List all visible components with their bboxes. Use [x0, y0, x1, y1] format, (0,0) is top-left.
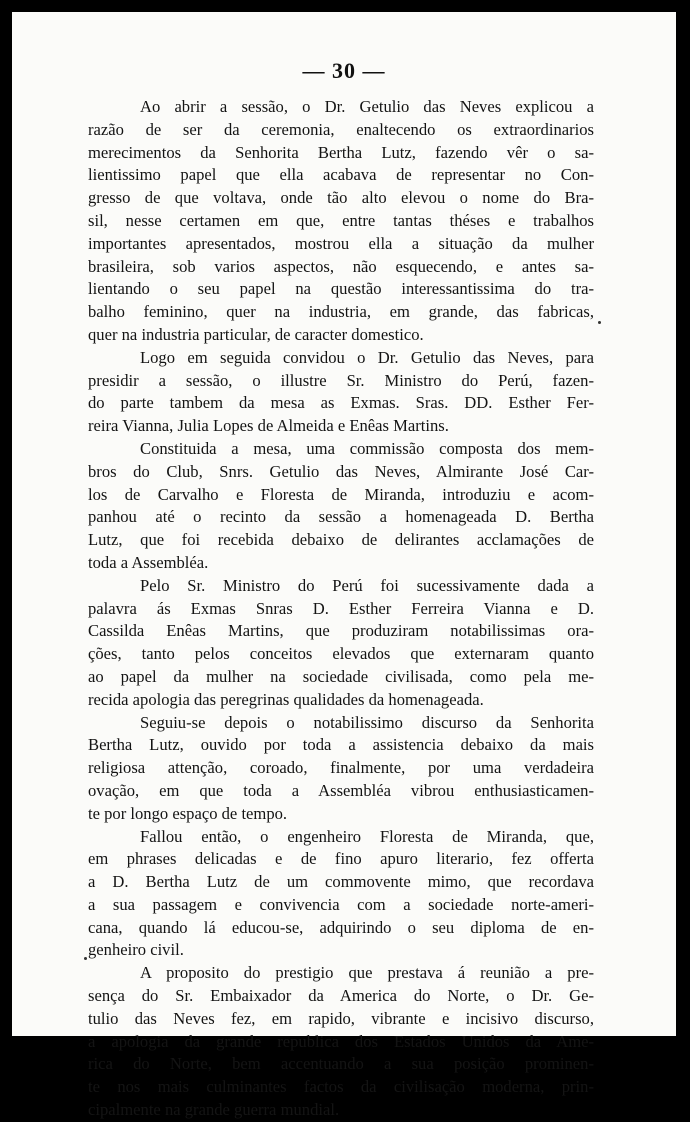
text-line: ao papel da mulher na sociedade civilisada, como pela me-: [88, 666, 594, 686]
text-line: religiosa attenção, coroado, finalmente, por uma verdadeira: [88, 758, 594, 778]
text-line: te por longo espaço de tempo.: [88, 803, 288, 823]
text-line: tulio das Neves fez, em rapido, vibrante e incisivo discurso,: [88, 1008, 594, 1028]
text-line: a apologia da grande republica dos Estados Unidos da Ame-: [88, 1031, 594, 1051]
text-line: merecimentos da Senhorita Bertha Lutz, fazendo vêr o sa-: [88, 142, 594, 162]
text-line: sença do Sr. Embaixador da America do Norte, o Dr. Ge-: [88, 986, 594, 1006]
paragraph: [88, 826, 594, 963]
text-line: Bertha Lutz, ouvido por toda a assistencia debaixo da mais: [88, 735, 594, 755]
paragraph: [88, 347, 594, 438]
text-line: Fallou então, o engenheiro Floresta de Miranda, que,: [140, 826, 594, 846]
text-line: panhou até o recinto da sessão a homenageada D. Bertha: [88, 507, 594, 527]
document-page: [12, 12, 676, 1120]
text-line: Cassilda Enêas Martins, que produziram notabilissimas ora-: [88, 621, 594, 641]
text-line: quer na industria particular, de caracter domestico.: [88, 324, 424, 344]
text-line: importantes apresentados, mostrou ella a situação da mulher: [88, 233, 594, 253]
text-line: do parte tambem da mesa as Exmas. Sras. DD. Esther Fer-: [88, 393, 594, 413]
paragraph: [88, 96, 594, 347]
text-line: A proposito do prestigio que prestava á reunião a pre-: [140, 963, 594, 983]
margin-mark: [84, 957, 87, 960]
text-line: ções, tanto pelos conceitos elevados que externaram quanto: [88, 644, 594, 664]
text-line: presidir a sessão, o illustre Sr. Ministro do Perú, fazen-: [88, 370, 594, 390]
text-line: razão de ser da ceremonia, enaltecendo os extraordinarios: [88, 119, 594, 139]
text-line: cana, quando lá educou-se, adquirindo o seu diploma de en-: [88, 917, 594, 937]
text-line: a sua passagem e convivencia com a sociedade norte-ameri-: [88, 894, 594, 914]
text-line: lientissimo papel que ella acabava de representar no Con-: [88, 165, 594, 185]
paragraph: [88, 575, 594, 712]
text-line: bros do Club, Snrs. Getulio das Neves, Almirante José Car-: [88, 461, 594, 481]
paragraph: [88, 962, 594, 1122]
text-line: recida apologia das peregrinas qualidades da homenageada.: [88, 689, 484, 709]
text-line: brasileira, sob varios aspectos, não esquecendo, e antes sa-: [88, 256, 594, 276]
text-line: toda a Assembléa.: [88, 552, 209, 572]
text-line: los de Carvalho e Floresta de Miranda, introduziu e acom-: [88, 484, 594, 504]
text-line: Seguiu-se depois o notabilissimo discurso da Senhorita: [140, 712, 594, 732]
text-line: Ao abrir a sessão, o Dr. Getulio das Neves explicou a: [140, 97, 594, 116]
text-line: a D. Bertha Lutz de um commovente mimo, que recordava: [88, 872, 594, 892]
paragraph: [88, 712, 594, 826]
paragraph: [88, 438, 594, 575]
text-line: sil, nesse certamen em que, entre tantas théses e trabalhos: [88, 210, 594, 230]
text-line: lientando o seu papel na questão interessantissima do tra-: [88, 279, 594, 299]
text-line: palavra ás Exmas Snras D. Esther Ferreira Vianna e D.: [88, 598, 594, 618]
text-line: rica do Norte, bem accentuando a sua posição prominen-: [88, 1054, 594, 1074]
body-text: [88, 96, 594, 1122]
text-line: genheiro civil.: [88, 940, 184, 960]
text-line: Constituida a mesa, uma commissão composta dos mem-: [140, 438, 594, 458]
text-line: Lutz, que foi recebida debaixo de delirantes acclamações de: [88, 530, 594, 550]
text-line: ovação, em que toda a Assembléa vibrou enthusiasticamen-: [88, 780, 594, 800]
text-line: gresso de que voltava, onde tão alto elevou o nome do Bra-: [88, 188, 594, 208]
text-line: Logo em seguida convidou o Dr. Getulio das Neves, para: [140, 347, 594, 367]
text-line: balho feminino, quer na industria, em grande, das fabricas,: [88, 302, 594, 322]
text-line: em phrases delicadas e de fino apuro literario, fez offerta: [88, 849, 594, 869]
page-number: — 30 —: [302, 58, 386, 83]
text-line: reira Vianna, Julia Lopes de Almeida e Enêas Martins.: [88, 416, 449, 436]
margin-mark: [598, 321, 601, 324]
text-line: Pelo Sr. Ministro do Perú foi sucessivamente dada a: [140, 575, 594, 595]
text-line: te nos mais culminantes factos da civilisação moderna, prin-: [88, 1077, 594, 1097]
text-line: cipalmente na grande guerra mundial.: [88, 1100, 340, 1120]
